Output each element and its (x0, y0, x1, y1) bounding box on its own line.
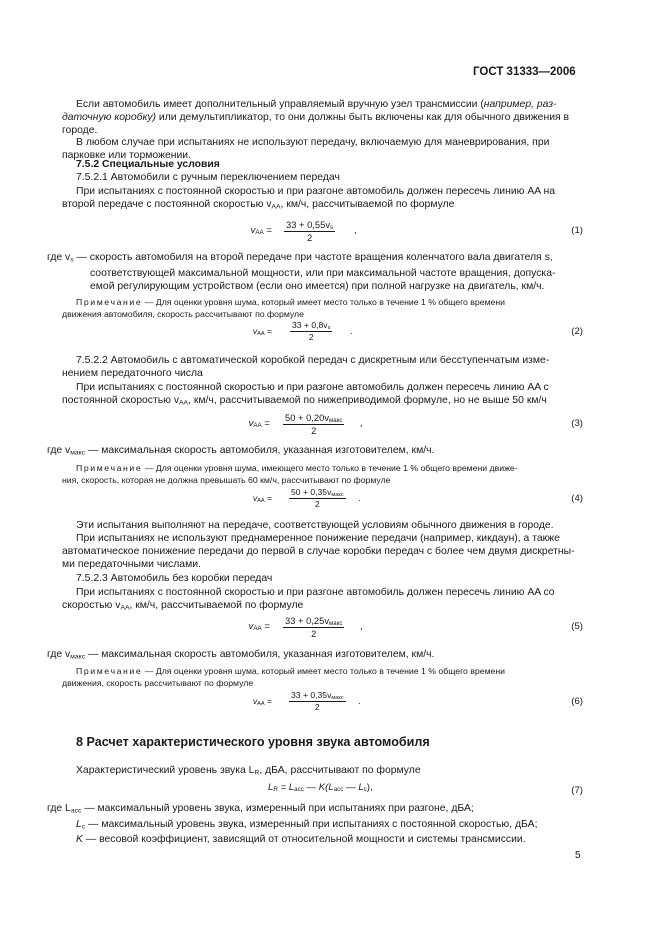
page-number: 5 (575, 850, 581, 861)
intro-p2-a: В любом случае при испытаниях не используют передачу, включаемую для маневрирования, при (76, 137, 550, 148)
eq1-lhs: vAA = (250, 225, 272, 237)
section-7-5-2-1-title: 7.5.2.1 Автомобили с ручным переключением передач (76, 172, 340, 183)
eq7-number: (7) (571, 785, 583, 796)
note-1: Примечание — Для оценки уровня шума, который имеет место только в течение 1 % общего времени движения автомобиля, скорость рассчитывают по формуле (62, 297, 506, 319)
section-8-paragraph: Характеристический уровень звука $L_R$, дБА, рассчитывают по формуле (76, 765, 421, 777)
section-7-5-2-3-title: 7.5.2.3 Автомобиль без коробки передач (76, 573, 273, 584)
eq5-number: (5) (571, 621, 583, 632)
section-7-5-2-3-paragraph: При испытаниях с постоянной скоростью и при разгоне автомобиль должен пересечь линию AA со скоростью $v_{AA}$, км/ч, рассчитываемой по формуле (62, 587, 555, 612)
eq6-lhs: $v_{AA}$ = (252, 696, 272, 708)
section-7-5-2-heading: 7.5.2 Специальные условия (76, 159, 220, 170)
eq1-fraction: $\frac{33 + 0,55vs}{2}$ (286, 219, 334, 244)
section-8-heading: 8 Расчет характеристического уровня звука автомобиля (76, 735, 430, 749)
note-5: Примечание — Для оценки уровня шума, который имеет место только в течение 1 % общего времени движения, скорость рассчитывают по формуле (62, 666, 506, 688)
paragraph-normal-gear: Эти испытания выполняют на передаче, соответствующей условиям обычного движения в городе. (76, 520, 554, 531)
eq1-tail: , (354, 225, 357, 236)
equation-1 (0, 219, 661, 245)
s1-p1a: При испытаниях с постоянной скоростью и при разгоне автомобиль должен пересечь линию AA на (76, 186, 556, 197)
eq2-lhs: $v_{AA}$ = (252, 326, 272, 338)
equation-4 (0, 487, 661, 513)
intro-text-a: Если автомобиль имеет дополнительный управляемый вручную узел трансмиссии ( (76, 99, 484, 110)
standard-number: ГОСТ 31333—2006 (473, 66, 576, 78)
note-5-label: Примечание (76, 666, 143, 676)
s1-p1b: второй передаче с постоянной скоростью v (62, 199, 272, 211)
eq2-tail: . (350, 326, 353, 337)
where-clause-1: где $v_s$ — скорость автомобиля на второй передаче при частоте вращения коленчатого вала двигателя s, соответствующей максимальной мощности, или при максимальной частоте вращения, допуска- емой регулирующим устройством (если оно имеется) при полной нагрузке на двигатель, км/ч. (47, 252, 556, 292)
eq1-number: (1) (571, 225, 583, 236)
eq6-fraction: $33 + 0,35v_{макс}$ 2 (291, 690, 344, 713)
eq3-fraction: 50 + 0,20vмакс 2 (285, 412, 343, 437)
note-3: Примечание — Для оценки уровня шума, имеющего место только в течение 1 % общего времени движе- ния, скорость, которая не должна превышать 60 км/ч, рассчитывают по формуле (62, 463, 518, 485)
eq6-tail: . (358, 696, 361, 707)
section-7-5-2-2-paragraph: При испытаниях с постоянной скоростью и при разгоне автомобиль должен пересечь линию AA с постоянной скоростью $v_{AA}$, км/ч, рассчитываемой по нижеприводимой формуле, но не выше 50 км/ч (62, 382, 549, 407)
intro-text-italic-2: даточную коробку) (62, 112, 157, 124)
intro-p2-b: парковке или торможении. (62, 150, 192, 162)
intro-text-italic: например, раз- (483, 99, 557, 110)
eq3-tail: , (360, 418, 363, 429)
s1-p1b-sub: AA (271, 203, 281, 211)
note-3-label: Примечание (76, 463, 143, 473)
equation-5 (0, 615, 661, 641)
eq3-lhs: vAA = (248, 418, 270, 430)
section-7-5-2-2-title: 7.5.2.2 Автомобиль с автоматической коробкой передач с дискретным или бесступенчатым изме- нением передаточного числа (62, 355, 550, 380)
eq4-tail: . (358, 493, 361, 504)
equation-6 (0, 690, 661, 716)
eq5-lhs: vAA = (248, 621, 270, 633)
eq2-number: (2) (571, 326, 583, 337)
where-clause-5: где $v_{макс}$ — максимальная скорость автомобиля, указанная изготовителем, км/ч. (47, 649, 435, 661)
intro-text-b: или демультипликатор, то они должны быть включены как для обычного движения в (156, 112, 570, 124)
eq5-fraction: 33 + 0,25vмакс 2 (285, 615, 343, 640)
eq2-fraction: $\frac{33 + 0,8v_s}{2}$ (292, 320, 331, 343)
intro-paragraph-1 (62, 98, 584, 138)
equation-7 (0, 782, 661, 798)
eq4-lhs: $v_{AA}$ = (252, 493, 272, 505)
intro-text-c: городе. (62, 125, 98, 137)
equation-2 (0, 320, 661, 346)
eq3-number: (3) (571, 418, 583, 429)
eq5-tail: , (360, 621, 363, 632)
eq7-expression: LR = Lacc — K(Lacc — Lc), (268, 782, 373, 794)
paragraph-kickdown: При испытаниях не используют преднамеренное понижение передачи (например, кикдаун), а также автоматическое понижение передачи до первой в случае коробки передач с более чем двумя дискретны- ми передаточными числами. (62, 533, 575, 571)
s1-p1b-end: , км/ч, рассчитываемой по формуле (280, 199, 455, 211)
eq4-fraction: $50 + 0,35v_{макс}$ 2 (291, 487, 344, 510)
where-clause-7: где $L_{acc}$ — максимальный уровень звука, измеренный при испытаниях при разгоне, дБА; $L_c$ — максимальный уровень звука, измеренный при испытаниях с постоянной скоростью, дБА; K — весовой коэффициент, зависящий от относительной мощности и системы трансмиссии. (47, 803, 538, 846)
where-clause-3: где $v_{макс}$ — максимальная скорость автомобиля, указанная изготовителем, км/ч. (47, 445, 435, 457)
eq6-number: (6) (571, 696, 583, 707)
equation-3 (0, 412, 661, 438)
section-7-5-2-1-paragraph (62, 185, 584, 214)
note-1-label: Примечание (76, 297, 143, 307)
eq4-number: (4) (571, 493, 583, 504)
